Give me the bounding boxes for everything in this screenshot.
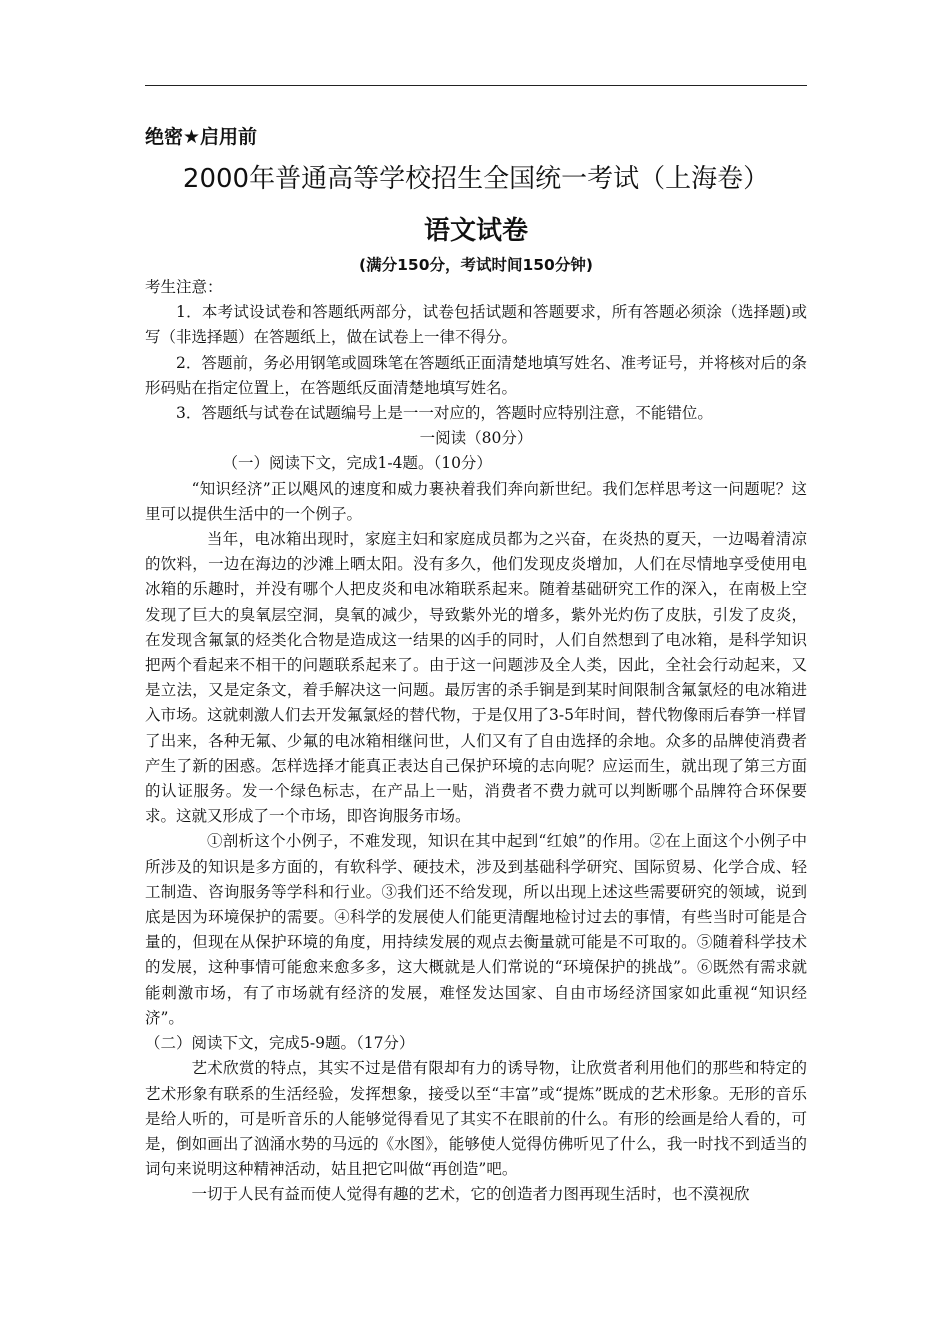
- score-time: (满分150分，考试时间150分钟): [359, 256, 593, 274]
- passage-paragraph: 一切于人民有益而使人觉得有趣的艺术，它的创造者力图再现生活时，也不漠视欣: [191, 1185, 750, 1204]
- top-rule: [145, 85, 807, 86]
- passage-paragraph: ①剖析这个小例子，不难发现，知识在其中起到“红娘”的作用。②在上面这个小例子中所涉及的知识是多方面的，有软科学、硬技术，涉及到基础科学研究、国际贸易、化学合成、轻工制造、咨询服务等学科和行业。③我们还不给发现，所以出现上述这些需要研究的领域，说到底是因为环境保护的需要。④科学的发展使人们能更清醒地检讨过去的事情，有些当时可能是合量的，但现在从保护环境的角度，用持续发展的观点去衡量就可能是不可取的。⑤随着科学技术的发展，这种事情可能愈来愈多多，这大概就是人们常说的“环境保护的挑战”。⑥既然有需求就能刺激市场，有了市场就有经济的发展，难怪发达国家、自由市场经济国家如此重视“知识经济”。: [145, 832, 807, 1027]
- passage-paragraph: “知识经济”正以飓风的速度和威力裹袂着我们奔向新世纪。我们怎样思考这一问题呢？这里可以提供生活中的一个例子。: [145, 479, 807, 523]
- part1-heading: （一）阅读下文，完成1-4题。（10分）: [222, 454, 492, 473]
- notice-heading: 考生注意：: [145, 278, 223, 296]
- notice-item: 2．答题前，务必用钢笔或圆珠笔在答题纸正面清楚地填写姓名、准考证号，并将核对后的条形码贴在指定位置上，在答题纸反面清楚地填写姓名。: [145, 353, 807, 397]
- secret-label: 绝密★启用前: [145, 126, 258, 148]
- exam-subtitle: 语文试卷: [423, 216, 528, 246]
- exam-body: [145, 275, 807, 1208]
- notice-item: 1．本考试设试卷和答题纸两部分，试卷包括试题和答题要求，所有答题必须涂（选择题)或写（非选择题）在答题纸上，做在试卷上一律不得分。: [145, 303, 807, 347]
- passage-paragraph: 艺术欣赏的特点，其实不过是借有限却有力的诱导物，让欣赏者利用他们的那些和特定的艺术形象有联系的生活经验，发挥想象，接受以至“丰富”或“提炼”既成的艺术形象。无形的音乐是给人听的，可是听音乐的人能够觉得看见了其实不在眼前的什么。有形的绘画是给人看的，可是，倒如画出了汹涌水势的马远的《水图》，能够使人觉得仿佛听见了什么，我一时找不到适当的词句来说明这种精神活动，姑且把它叫做“再创造”吧。: [145, 1059, 807, 1179]
- exam-title: 2000年普通高等学校招生全国统一考试（上海卷）: [182, 164, 770, 194]
- notice-item: 3．答题纸与试卷在试题编号上是一一对应的，答题时应特别注意，不能错位。: [176, 404, 713, 423]
- section-heading: 一阅读（80分）: [419, 429, 533, 448]
- passage-paragraph: 当年，电冰箱出现时，家庭主妇和家庭成员都为之兴奋，在炎热的夏天，一边喝着清凉的饮料，一边在海边的沙滩上晒太阳。没有多久，他们发现皮炎增加，人们在尽情地享受使用电冰箱的乐趣时，并没有哪个人把皮炎和电冰箱联系起来。随着基础研究工作的深入，在南极上空发现了巨大的臭氧层空洞，臭氧的减少，导致紫外光的增多，紫外光灼伤了皮肤，引发了皮炎，在发现含氟氯的烃类化合物是造成这一结果的凶手的同时，人们自然想到了电冰箱，是科学知识把两个看起来不相干的问题联系起来了。由于这一问题涉及全人类，因此，全社会行动起来，又是立法，又是定条文，着手解决这一问题。最厉害的杀手锏是到某时间限制含氟氯烃的电冰箱进入市场。这就刺激人们去开发氟氯烃的替代物，于是仅用了3-5年时间，替代物像雨后春笋一样冒了出来，各种无氟、少氟的电冰箱相继问世，人们又有了自由选择的余地。众多的品牌使消费者产生了新的困惑。怎样选择才能真正表达自己保护环境的志向呢？应运而生，就出现了第三方面的认证服务。发一个绿色标志，在产品上一贴，消费者不费力就可以判断哪个品牌符合环保要求。这就又形成了一个市场，即咨询服务市场。: [145, 530, 807, 826]
- part2-heading: （二）阅读下文，完成5-9题。（17分）: [145, 1034, 415, 1053]
